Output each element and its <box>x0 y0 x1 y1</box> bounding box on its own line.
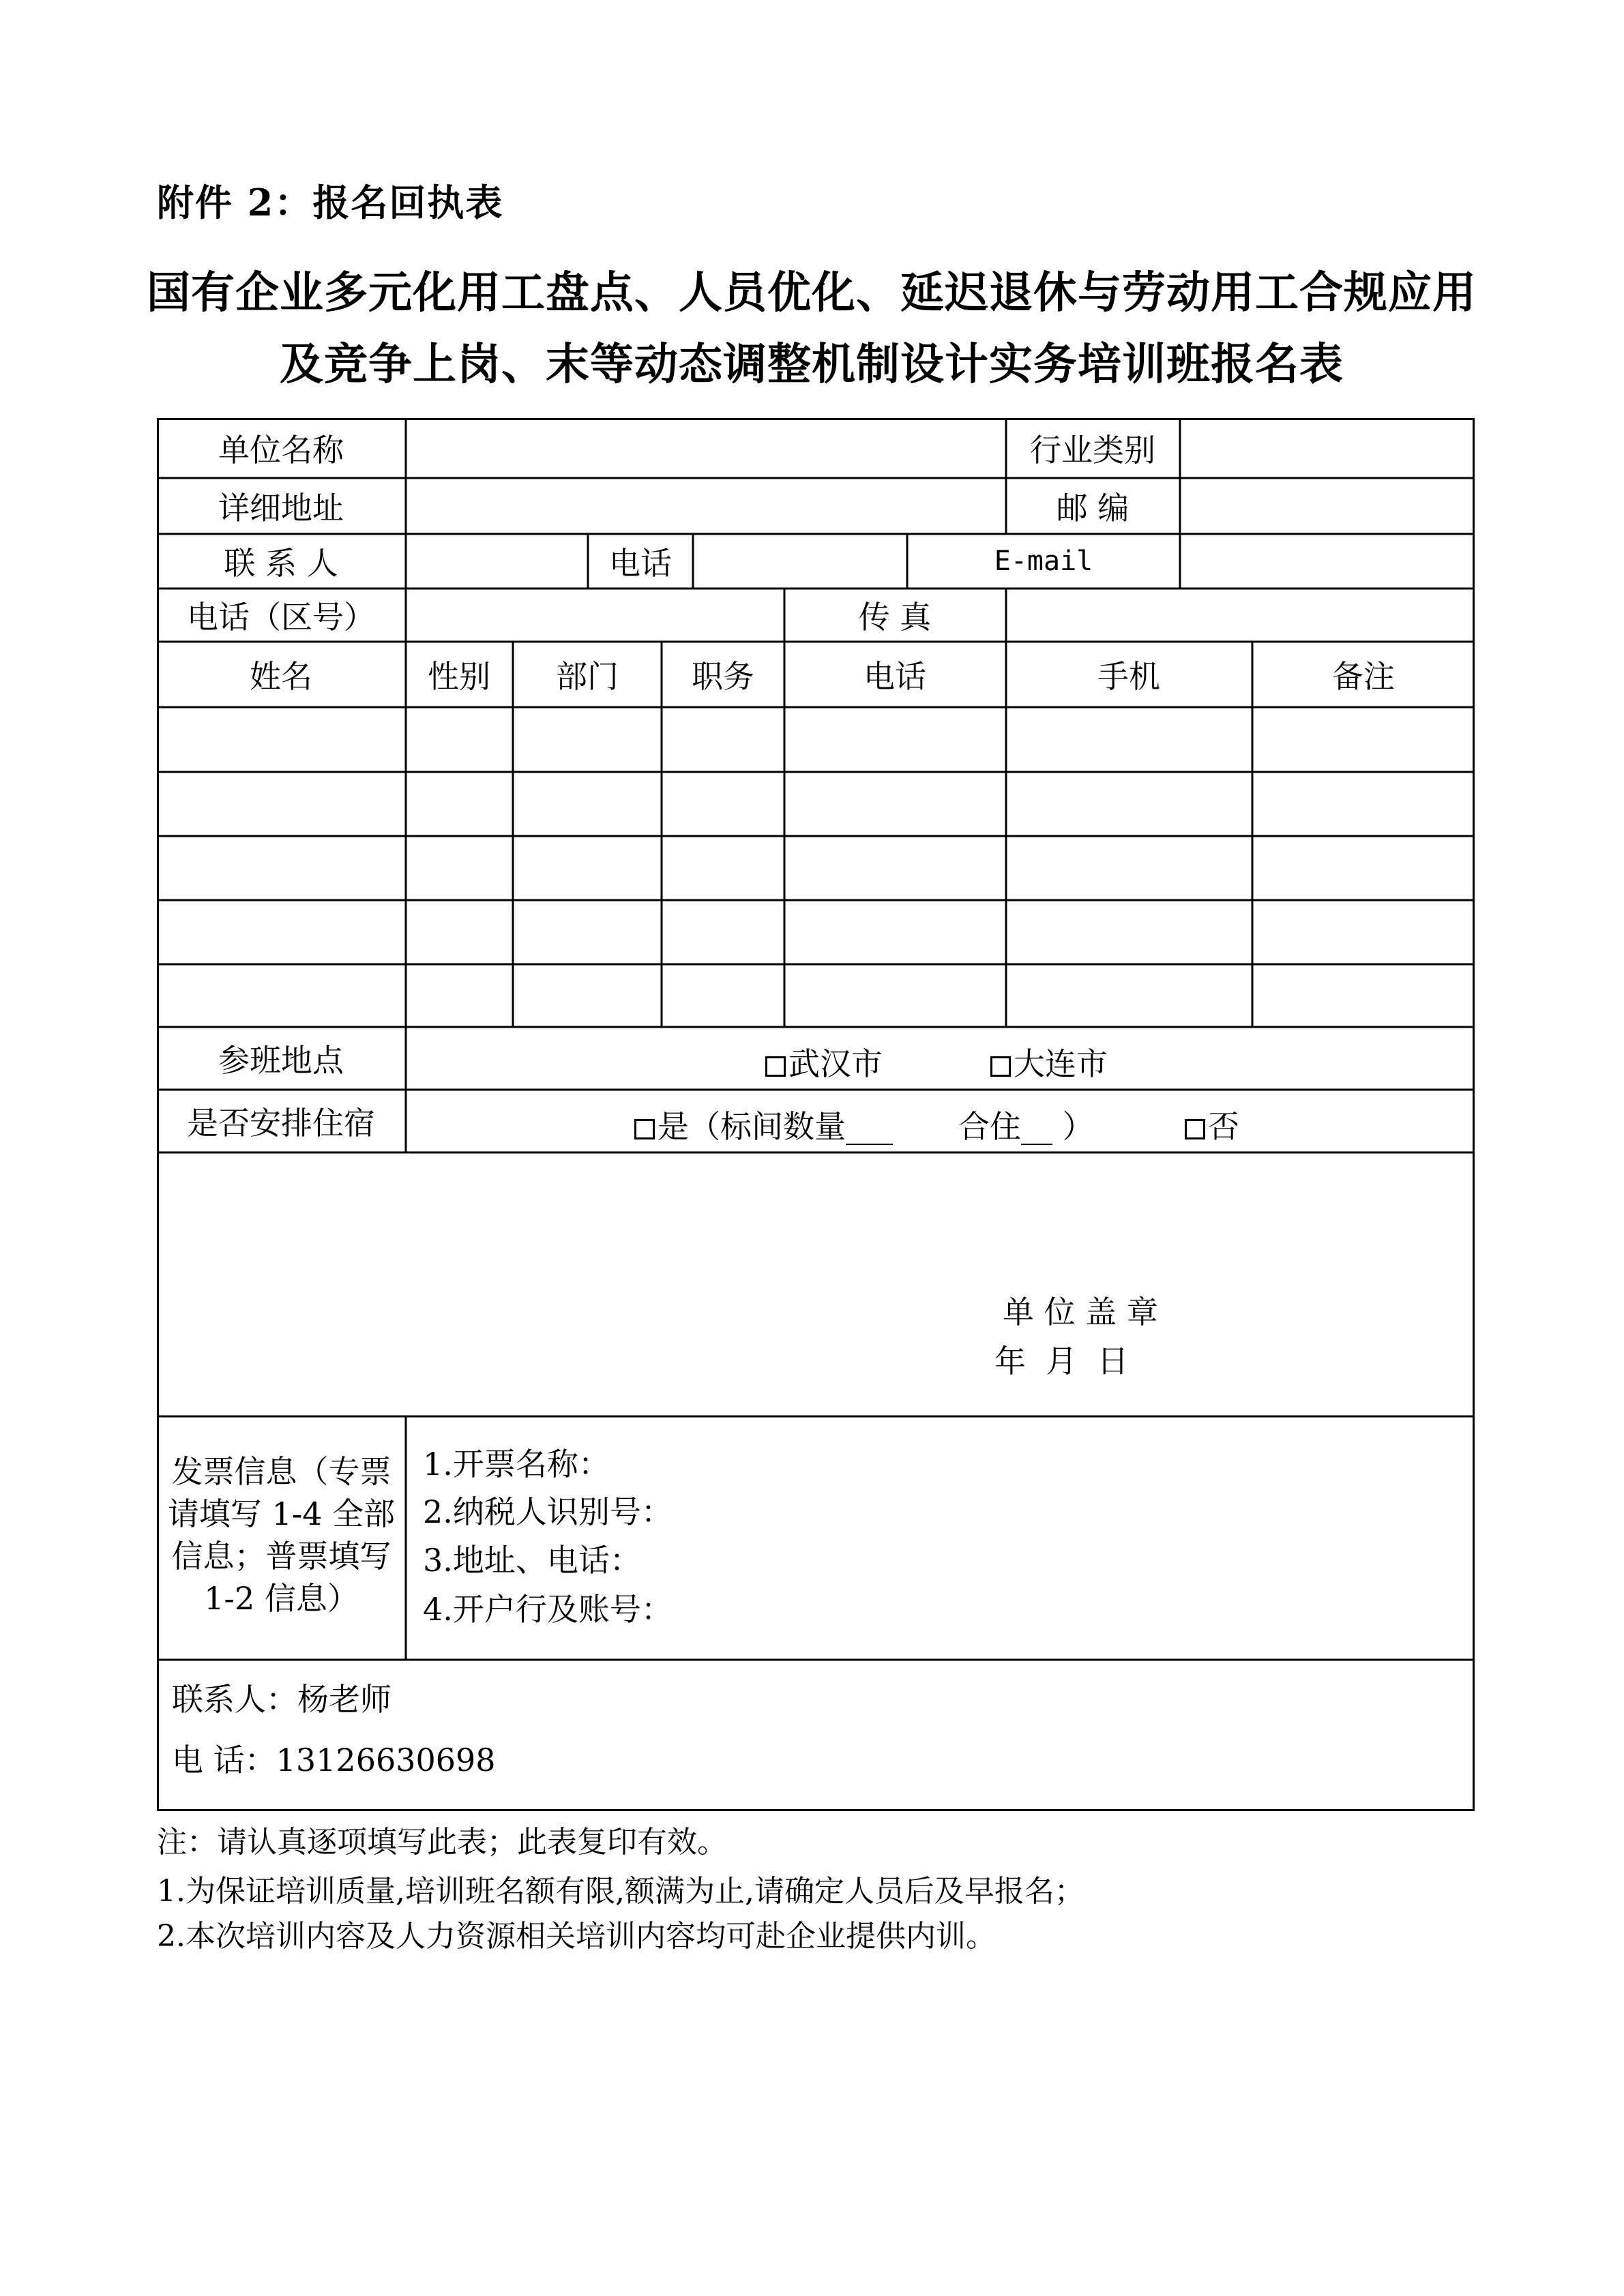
contact-person: 联系人：杨老师 <box>172 1681 392 1718</box>
postcode-label: 邮 编 <box>1056 490 1130 526</box>
contact-label: 联 系 人 <box>224 545 338 582</box>
checkbox-icon[interactable] <box>1185 1119 1205 1139</box>
checkbox-icon[interactable] <box>990 1056 1011 1077</box>
phone-area-label: 电话（区号） <box>187 599 375 636</box>
col-header-gender: 性别 <box>428 658 490 695</box>
attachment-label: 附件 2：报名回执表 <box>157 181 504 224</box>
col-header-department: 部门 <box>556 658 619 695</box>
email-label: E-mail <box>994 546 1093 577</box>
fax-label: 传 真 <box>858 599 932 636</box>
note-item-2: 2.本次培训内容及人力资源相关培训内容均可赴企业提供内训。 <box>157 1919 996 1954</box>
location-label: 参班地点 <box>218 1042 344 1079</box>
contact-phone: 电 话：13126630698 <box>172 1742 496 1778</box>
note-text: 注：请认真逐项填写此表；此表复印有效。 <box>157 1825 727 1860</box>
col-header-phone: 电话 <box>863 658 926 695</box>
industry-label: 行业类别 <box>1030 432 1155 468</box>
invoice-info-label: 发票信息（专票请填写 1-4 全部信息；普票填写 1-2 信息） <box>167 1453 396 1617</box>
lodging-shared-text: 合住__ ） <box>958 1108 1094 1145</box>
note-item-1: 1.为保证培训质量,培训班名额有限,额满为止,请确定人员后及早报名； <box>157 1874 1084 1909</box>
col-header-position: 职务 <box>692 658 754 695</box>
address-label: 详细地址 <box>218 490 344 526</box>
lodging-option-no[interactable]: 否 <box>1185 1102 1239 1147</box>
invoice-item-3: 3.地址、电话： <box>423 1542 641 1579</box>
col-header-name: 姓名 <box>250 658 312 695</box>
unit-seal-label: 单 位 盖 章 <box>1003 1294 1158 1330</box>
invoice-item-4: 4.开户行及账号： <box>423 1591 673 1628</box>
form-title-line2: 及竞争上岗、末等动态调整机制设计实务培训班报名表 <box>280 339 1344 390</box>
invoice-item-1: 1.开票名称： <box>423 1446 610 1482</box>
checkbox-icon[interactable] <box>634 1119 655 1139</box>
col-header-remark: 备注 <box>1332 658 1395 695</box>
lodging-option-yes[interactable]: 是（标间数量___ <box>634 1102 893 1147</box>
form-title-line1: 国有企业多元化用工盘点、人员优化、延迟退休与劳动用工合规应用 <box>147 267 1477 318</box>
location-option-wuhan[interactable]: 武汉市 <box>765 1039 883 1084</box>
phone-label: 电话 <box>609 545 672 582</box>
checkbox-icon[interactable] <box>765 1056 786 1077</box>
invoice-item-2: 2.纳税人识别号： <box>423 1493 673 1530</box>
registration-form-table <box>157 418 1475 1811</box>
col-header-mobile: 手机 <box>1097 658 1160 695</box>
date-label: 年 月 日 <box>994 1343 1129 1380</box>
location-option-dalian[interactable]: 大连市 <box>990 1039 1108 1084</box>
unit-name-label: 单位名称 <box>218 432 344 468</box>
lodging-label: 是否安排住宿 <box>187 1105 375 1142</box>
